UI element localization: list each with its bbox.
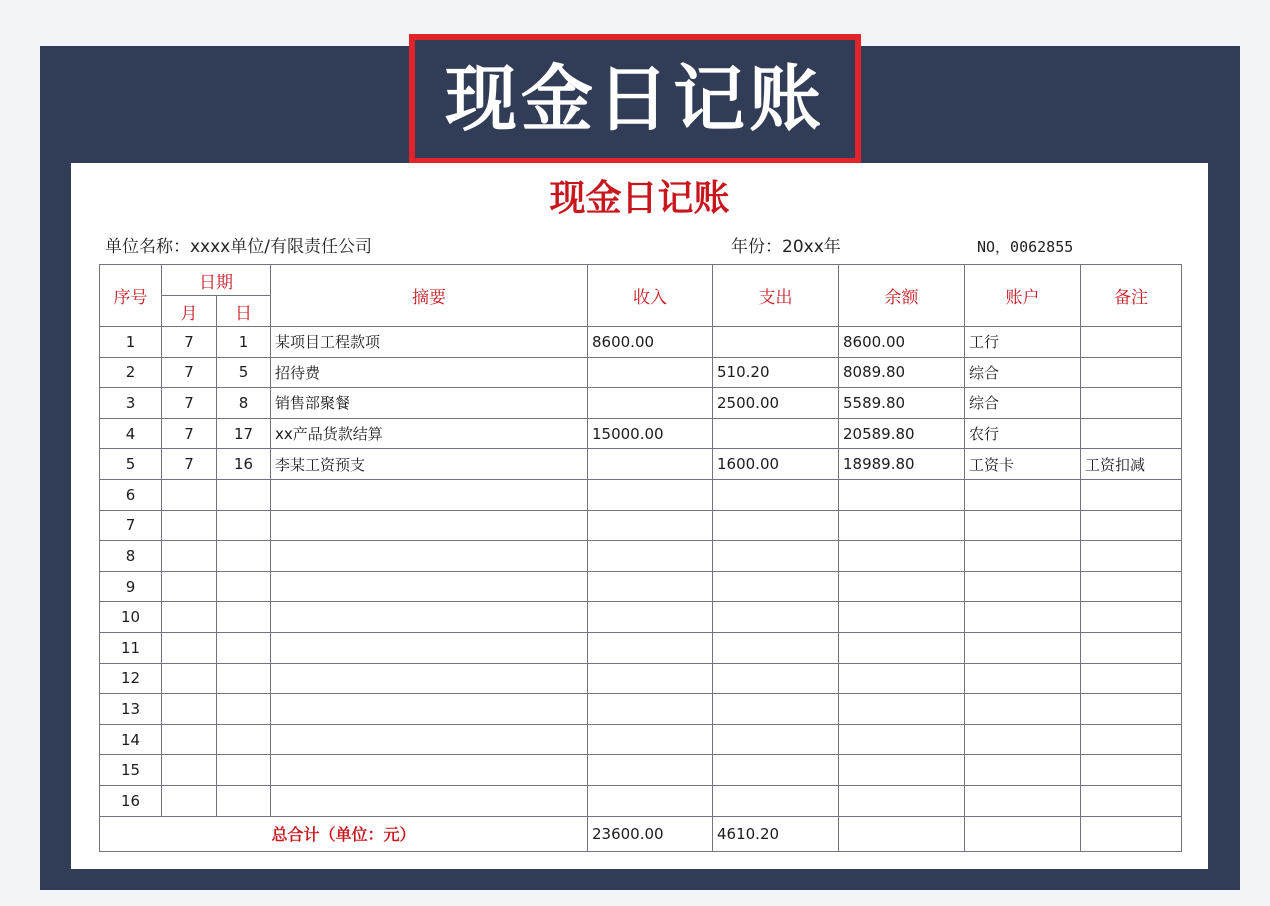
cell-balance: 8089.80 [839, 357, 965, 388]
cell-income [588, 632, 713, 663]
cell-expense [713, 785, 839, 816]
cell-day: 5 [217, 357, 271, 388]
cell-seq: 15 [100, 755, 162, 786]
cell-account: 工资卡 [965, 449, 1081, 480]
cell-month [162, 571, 217, 602]
cell-income [588, 694, 713, 725]
cell-expense [713, 694, 839, 725]
table-row [100, 541, 1182, 572]
cell-day [217, 510, 271, 541]
cell-balance [839, 694, 965, 725]
cell-income [588, 541, 713, 572]
table-row [100, 388, 1182, 419]
header-seq: 序号 [100, 265, 162, 327]
cell-summary [271, 694, 588, 725]
cell-seq: 12 [100, 663, 162, 694]
cell-seq: 16 [100, 785, 162, 816]
cell-month [162, 510, 217, 541]
cell-account [965, 632, 1081, 663]
cell-balance [839, 724, 965, 755]
cell-day [217, 571, 271, 602]
cell-remark [1081, 418, 1182, 449]
table-row [100, 602, 1182, 633]
cell-expense: 1600.00 [713, 449, 839, 480]
cell-remark [1081, 479, 1182, 510]
cell-balance [839, 785, 965, 816]
cell-expense [713, 755, 839, 786]
cell-balance: 18989.80 [839, 449, 965, 480]
cell-month [162, 694, 217, 725]
total-balance [839, 816, 965, 851]
cell-balance [839, 602, 965, 633]
cell-seq: 11 [100, 632, 162, 663]
cell-income: 8600.00 [588, 327, 713, 358]
table-row [100, 632, 1182, 663]
header-day: 日 [217, 296, 271, 327]
cell-seq: 1 [100, 327, 162, 358]
table-row [100, 327, 1182, 358]
cell-summary: 招待费 [271, 357, 588, 388]
header-row [100, 265, 1182, 296]
table-row [100, 694, 1182, 725]
cell-remark [1081, 571, 1182, 602]
cell-month [162, 663, 217, 694]
cell-seq: 14 [100, 724, 162, 755]
cell-day [217, 632, 271, 663]
cell-seq: 6 [100, 479, 162, 510]
cell-day [217, 785, 271, 816]
cell-summary: 某项目工程款项 [271, 327, 588, 358]
total-row [100, 816, 1182, 851]
cell-month: 7 [162, 418, 217, 449]
cell-seq: 5 [100, 449, 162, 480]
table-row [100, 755, 1182, 786]
cell-month: 7 [162, 449, 217, 480]
table-row [100, 479, 1182, 510]
banner [409, 34, 861, 164]
cell-expense [713, 510, 839, 541]
cell-income [588, 724, 713, 755]
cell-account: 工行 [965, 327, 1081, 358]
header-summary: 摘要 [271, 265, 588, 327]
table-row [100, 663, 1182, 694]
cell-income [588, 571, 713, 602]
document-number: NO，0062855 [977, 238, 1074, 256]
cell-summary [271, 602, 588, 633]
cell-seq: 8 [100, 541, 162, 572]
total-remark [1081, 816, 1182, 851]
header-balance: 余额 [839, 265, 965, 327]
cell-expense [713, 632, 839, 663]
cell-balance [839, 479, 965, 510]
table-row [100, 724, 1182, 755]
ledger-table [99, 264, 1182, 852]
cell-day [217, 663, 271, 694]
cell-day [217, 694, 271, 725]
header-date: 日期 [162, 265, 271, 296]
cell-day: 16 [217, 449, 271, 480]
cell-month [162, 632, 217, 663]
header-income: 收入 [588, 265, 713, 327]
cell-account: 农行 [965, 418, 1081, 449]
cell-summary [271, 541, 588, 572]
cell-summary [271, 724, 588, 755]
cell-expense [713, 724, 839, 755]
cell-seq: 4 [100, 418, 162, 449]
cell-day [217, 541, 271, 572]
cell-summary [271, 632, 588, 663]
cell-account [965, 694, 1081, 725]
cell-income [588, 663, 713, 694]
year-label: 年份：20xx年 [731, 237, 841, 257]
table-row [100, 449, 1182, 480]
header-remark: 备注 [1081, 265, 1182, 327]
cell-account [965, 755, 1081, 786]
cell-day [217, 724, 271, 755]
cell-summary [271, 755, 588, 786]
header-account: 账户 [965, 265, 1081, 327]
total-expense: 4610.20 [713, 816, 839, 851]
unit-name: 单位名称：xxxx单位/有限责任公司 [105, 237, 372, 257]
cell-seq: 7 [100, 510, 162, 541]
cell-balance: 20589.80 [839, 418, 965, 449]
cell-expense [713, 479, 839, 510]
cell-summary: xx产品货款结算 [271, 418, 588, 449]
cell-balance: 5589.80 [839, 388, 965, 419]
cell-expense [713, 327, 839, 358]
cell-balance [839, 755, 965, 786]
cell-income [588, 785, 713, 816]
cell-remark [1081, 694, 1182, 725]
cell-balance [839, 663, 965, 694]
header-month: 月 [162, 296, 217, 327]
cell-remark [1081, 632, 1182, 663]
cell-expense [713, 663, 839, 694]
cell-seq: 3 [100, 388, 162, 419]
cell-account [965, 510, 1081, 541]
cell-account: 综合 [965, 388, 1081, 419]
cell-remark: 工资扣减 [1081, 449, 1182, 480]
table-row [100, 357, 1182, 388]
cell-balance [839, 571, 965, 602]
cell-summary [271, 571, 588, 602]
cell-income [588, 388, 713, 419]
cell-remark [1081, 602, 1182, 633]
cell-balance [839, 541, 965, 572]
cell-expense [713, 418, 839, 449]
cell-remark [1081, 663, 1182, 694]
cell-balance: 8600.00 [839, 327, 965, 358]
cell-income [588, 449, 713, 480]
cell-account [965, 479, 1081, 510]
ledger-sheet [71, 163, 1208, 869]
cell-month [162, 479, 217, 510]
cell-summary [271, 663, 588, 694]
cell-remark [1081, 755, 1182, 786]
cell-expense [713, 541, 839, 572]
header-expense: 支出 [713, 265, 839, 327]
cell-summary [271, 785, 588, 816]
cell-account [965, 724, 1081, 755]
banner-title: 现金日记账 [444, 57, 825, 141]
cell-expense: 510.20 [713, 357, 839, 388]
cell-account [965, 571, 1081, 602]
cell-day [217, 755, 271, 786]
cell-day [217, 602, 271, 633]
cell-income: 15000.00 [588, 418, 713, 449]
cell-balance [839, 510, 965, 541]
sheet-title: 现金日记账 [549, 178, 730, 219]
cell-income [588, 755, 713, 786]
cell-month [162, 602, 217, 633]
cell-day: 8 [217, 388, 271, 419]
cell-day [217, 479, 271, 510]
table-row [100, 418, 1182, 449]
cell-seq: 9 [100, 571, 162, 602]
cell-expense [713, 602, 839, 633]
cell-seq: 13 [100, 694, 162, 725]
total-income: 23600.00 [588, 816, 713, 851]
cell-account [965, 541, 1081, 572]
table-row [100, 785, 1182, 816]
cell-expense [713, 571, 839, 602]
cell-income [588, 357, 713, 388]
cell-summary [271, 510, 588, 541]
cell-remark [1081, 510, 1182, 541]
cell-remark [1081, 785, 1182, 816]
cell-balance [839, 632, 965, 663]
cell-remark [1081, 388, 1182, 419]
cell-remark [1081, 327, 1182, 358]
cell-remark [1081, 357, 1182, 388]
table-row [100, 510, 1182, 541]
cell-account: 综合 [965, 357, 1081, 388]
cell-month: 7 [162, 327, 217, 358]
cell-month [162, 541, 217, 572]
cell-day: 17 [217, 418, 271, 449]
cell-income [588, 602, 713, 633]
cell-summary: 李某工资预支 [271, 449, 588, 480]
cell-income [588, 510, 713, 541]
total-label: 总合计（单位：元） [100, 816, 588, 851]
table-row [100, 571, 1182, 602]
cell-summary [271, 479, 588, 510]
cell-expense: 2500.00 [713, 388, 839, 419]
total-account [965, 816, 1081, 851]
cell-summary: 销售部聚餐 [271, 388, 588, 419]
cell-account [965, 785, 1081, 816]
cell-month: 7 [162, 357, 217, 388]
cell-day: 1 [217, 327, 271, 358]
cell-remark [1081, 541, 1182, 572]
cell-seq: 2 [100, 357, 162, 388]
cell-account [965, 602, 1081, 633]
cell-month [162, 755, 217, 786]
cell-month [162, 785, 217, 816]
cell-seq: 10 [100, 602, 162, 633]
cell-month [162, 724, 217, 755]
cell-month: 7 [162, 388, 217, 419]
cell-account [965, 663, 1081, 694]
cell-remark [1081, 724, 1182, 755]
cell-income [588, 479, 713, 510]
